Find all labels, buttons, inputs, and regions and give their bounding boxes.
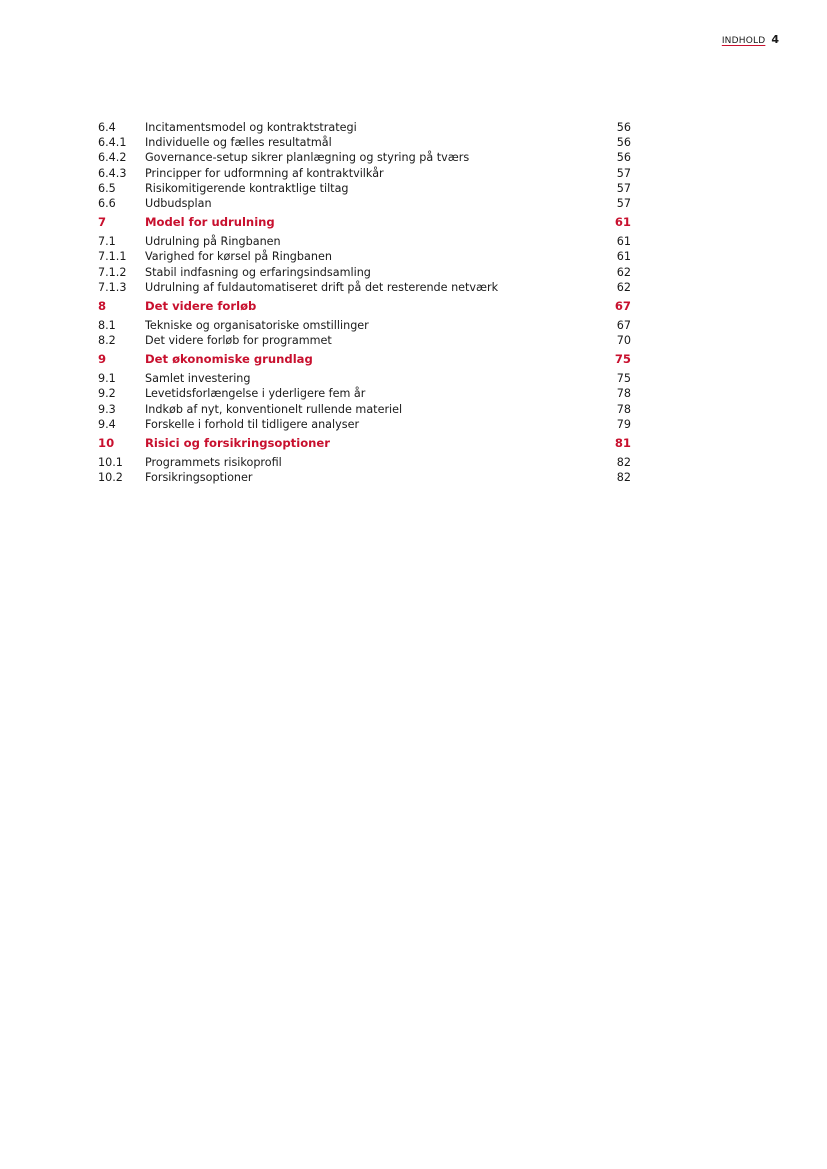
toc-entry-number: 6.6 xyxy=(98,196,116,210)
toc-entry-title: Varighed for kørsel på Ringbanen xyxy=(145,250,332,264)
toc-entry-page: 75 xyxy=(616,372,631,386)
toc-entry-page: 56 xyxy=(616,121,631,134)
toc-entry[interactable] xyxy=(98,318,631,333)
toc-entry-page: 56 xyxy=(616,136,631,150)
toc-entry-number: 6.4.1 xyxy=(98,136,127,150)
toc-entry-number: 6.5 xyxy=(98,181,116,195)
toc-entry-title: Det økonomiske grundlag xyxy=(145,352,313,367)
toc-entry[interactable] xyxy=(98,455,631,470)
toc-entry-title: Incitamentsmodel og kontraktstrategi xyxy=(145,121,357,134)
toc-entry-number: 10.1 xyxy=(98,456,123,469)
toc-entry-title: Forsikringsoptioner xyxy=(145,471,253,485)
toc-entry[interactable] xyxy=(98,280,631,295)
toc-entry[interactable] xyxy=(98,333,631,348)
toc-entry-number: 7 xyxy=(98,215,107,230)
toc-entry-page: 78 xyxy=(616,387,631,401)
toc-entry-title: Stabil indfasning og erfaringsindsamling xyxy=(145,265,371,279)
toc-entry-page: 75 xyxy=(614,352,631,367)
toc-entry-title: Det videre forløb for programmet xyxy=(145,334,332,348)
table-of-contents xyxy=(98,120,631,485)
toc-chapter-entry[interactable] xyxy=(98,213,631,232)
toc-entry[interactable] xyxy=(98,150,631,165)
toc-entry-number: 9 xyxy=(98,352,107,367)
toc-entry-number: 9.4 xyxy=(98,417,116,431)
toc-entry-page: 67 xyxy=(616,318,631,332)
toc-entry[interactable] xyxy=(98,265,631,280)
toc-chapter-entry[interactable] xyxy=(98,350,631,369)
toc-entry-number: 10 xyxy=(98,436,115,450)
toc-entry-title: Risici og forsikringsoptioner xyxy=(145,436,330,450)
toc-entry-title: Governance-setup sikrer planlægning og styring på tværs xyxy=(145,151,470,165)
toc-entry[interactable] xyxy=(98,249,631,264)
page-header xyxy=(722,33,779,46)
toc-entry-page: 70 xyxy=(616,334,631,348)
toc-entry[interactable] xyxy=(98,166,631,181)
page-number: 4 xyxy=(771,33,779,46)
toc-entry[interactable] xyxy=(98,386,631,401)
toc-entry-title: Forskelle i forhold til tidligere analyser xyxy=(145,417,360,431)
toc-entry-page: 82 xyxy=(616,456,631,469)
toc-entry-page: 61 xyxy=(616,250,631,264)
toc-entry[interactable] xyxy=(98,196,631,211)
toc-entry[interactable] xyxy=(98,234,631,249)
toc-entry-page: 67 xyxy=(614,298,631,313)
toc-entry-title: Programmets risikoprofil xyxy=(145,456,282,469)
toc-chapter-entry[interactable] xyxy=(98,434,631,453)
toc-entry-page: 61 xyxy=(616,235,631,249)
toc-entry-title: Udbudsplan xyxy=(145,196,212,210)
toc-entry-title: Individuelle og fælles resultatmål xyxy=(145,136,332,150)
toc-entry-number: 7.1.1 xyxy=(98,250,127,264)
toc-entry-page: 57 xyxy=(616,166,631,180)
toc-entry-title: Model for udrulning xyxy=(145,215,275,230)
toc-entry-title: Principper for udformning af kontraktvilkår xyxy=(145,166,384,180)
toc-entry-title: Tekniske og organisatoriske omstillinger xyxy=(145,318,369,332)
toc-entry-title: Udrulning på Ringbanen xyxy=(145,235,281,249)
toc-entry-title: Risikomitigerende kontraktlige tiltag xyxy=(145,181,349,195)
toc-entry-page: 56 xyxy=(616,151,631,165)
toc-entry-title: Samlet investering xyxy=(145,372,251,386)
toc-entry-number: 6.4 xyxy=(98,121,116,134)
toc-entry-page: 62 xyxy=(616,280,631,294)
toc-entry-page: 81 xyxy=(614,436,631,450)
toc-entry-number: 8.2 xyxy=(98,334,116,348)
toc-entry[interactable] xyxy=(98,371,631,386)
toc-entry-number: 6.4.2 xyxy=(98,151,127,165)
toc-entry-page: 57 xyxy=(616,196,631,210)
toc-entry[interactable] xyxy=(98,135,631,150)
toc-entry-number: 9.3 xyxy=(98,402,116,416)
toc-entry-number: 8.1 xyxy=(98,318,116,332)
toc-entry[interactable] xyxy=(98,470,631,485)
toc-entry-title: Det videre forløb xyxy=(145,298,257,313)
toc-entry-number: 10.2 xyxy=(98,471,123,485)
toc-entry-number: 7.1.2 xyxy=(98,265,127,279)
toc-entry-title: Levetidsforlængelse i yderligere fem år xyxy=(145,387,366,401)
toc-entry-page: 57 xyxy=(616,181,631,195)
toc-entry-title: Udrulning af fuldautomatiseret drift på det resterende netværk xyxy=(145,280,499,294)
toc-entry-number: 7.1 xyxy=(98,235,116,249)
toc-entry-number: 6.4.3 xyxy=(98,166,127,180)
toc-entry[interactable] xyxy=(98,120,631,135)
toc-entry-page: 61 xyxy=(614,215,631,230)
toc-entry-page: 82 xyxy=(616,471,631,485)
toc-entry[interactable] xyxy=(98,181,631,196)
toc-entry[interactable] xyxy=(98,417,631,432)
toc-entry-number: 9.1 xyxy=(98,372,116,386)
toc-entry-title: Indkøb af nyt, konventionelt rullende materiel xyxy=(145,402,403,416)
contents-link[interactable]: INDHOLD xyxy=(721,36,766,46)
toc-entry-number: 7.1.3 xyxy=(98,280,127,294)
toc-entry-page: 62 xyxy=(616,265,631,279)
toc-chapter-entry[interactable] xyxy=(98,297,631,316)
toc-entry[interactable] xyxy=(98,402,631,417)
toc-entry-page: 79 xyxy=(616,417,631,431)
toc-entry-number: 9.2 xyxy=(98,387,116,401)
toc-entry-page: 78 xyxy=(616,402,631,416)
toc-entry-number: 8 xyxy=(98,298,107,313)
